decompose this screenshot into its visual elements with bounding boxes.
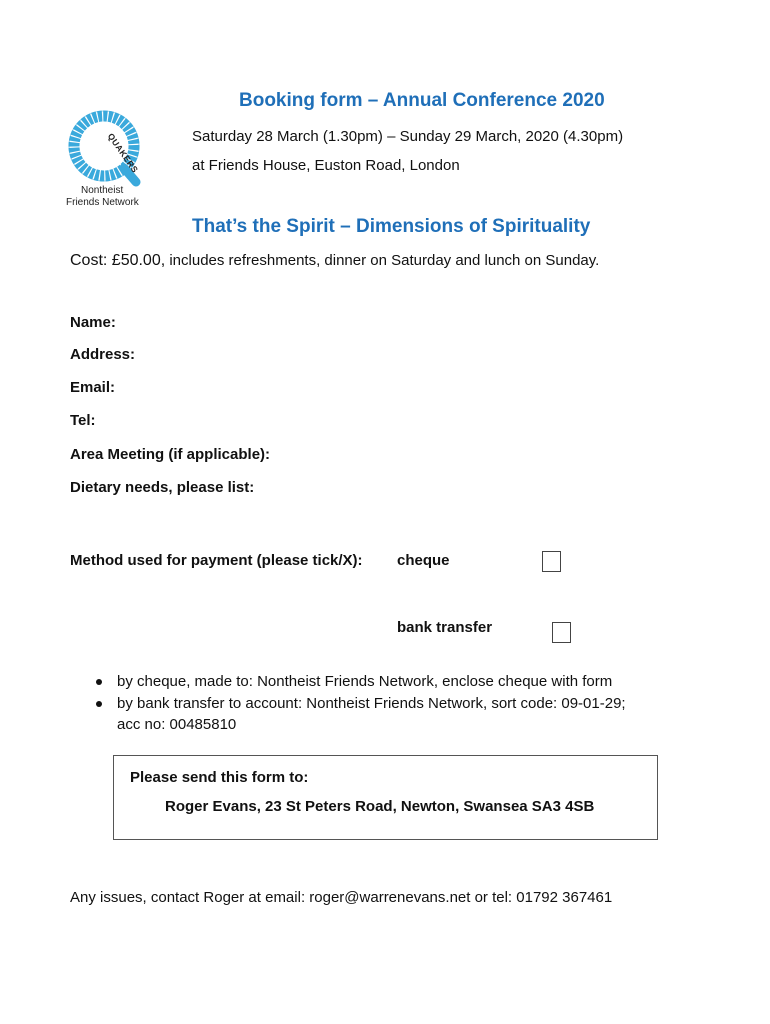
address-label: Address: <box>70 346 136 363</box>
tel-label: Tel: <box>70 412 96 429</box>
contact-line: Any issues, contact Roger at email: roger@warrenevans.net or tel: 01792 367461 <box>70 889 613 906</box>
event-dates: Saturday 28 March (1.30pm) – Sunday 29 March, 2020 (4.30pm) <box>192 128 624 145</box>
email-label: Email: <box>70 379 116 396</box>
name-label: Name: <box>70 314 116 331</box>
cost-label: Cost: £50.00, <box>70 252 166 269</box>
logo-ring-text: QUAKERS <box>105 131 141 175</box>
quakers-logo <box>62 108 152 212</box>
payment-method-label: Method used for payment (please tick/X): <box>70 552 363 569</box>
bank-instructions-line2: acc no: 00485810 <box>117 716 237 733</box>
conference-subtitle: That’s the Spirit – Dimensions of Spirituality <box>192 216 591 237</box>
send-form-label: Please send this form to: <box>130 769 309 786</box>
area-meeting-label: Area Meeting (if applicable): <box>70 446 271 463</box>
send-form-address: Roger Evans, 23 St Peters Road, Newton, Swansea SA3 4SB <box>165 798 595 815</box>
bank-transfer-checkbox[interactable] <box>552 622 571 643</box>
cost-line <box>70 252 599 270</box>
logo-line1: Nontheist <box>81 185 124 196</box>
bank-transfer-option-label: bank transfer <box>397 619 493 636</box>
cheque-option-label: cheque <box>397 552 450 569</box>
page-title: Booking form – Annual Conference 2020 <box>239 90 605 111</box>
logo-ring-icon <box>62 108 152 188</box>
bank-instructions-line1: by bank transfer to account: Nontheist Friends Network, sort code: 09-01-29; <box>117 695 626 712</box>
bullet-icon <box>96 679 102 685</box>
bullet-icon <box>96 701 102 707</box>
event-venue: at Friends House, Euston Road, London <box>192 157 460 174</box>
logo-line2: Friends Network <box>66 197 139 208</box>
cheque-instructions: by cheque, made to: Nontheist Friends Network, enclose cheque with form <box>117 673 613 690</box>
send-form-box <box>113 755 658 840</box>
dietary-label: Dietary needs, please list: <box>70 479 255 496</box>
cheque-checkbox[interactable] <box>542 551 561 572</box>
cost-details: includes refreshments, dinner on Saturday and lunch on Sunday. <box>165 252 600 269</box>
